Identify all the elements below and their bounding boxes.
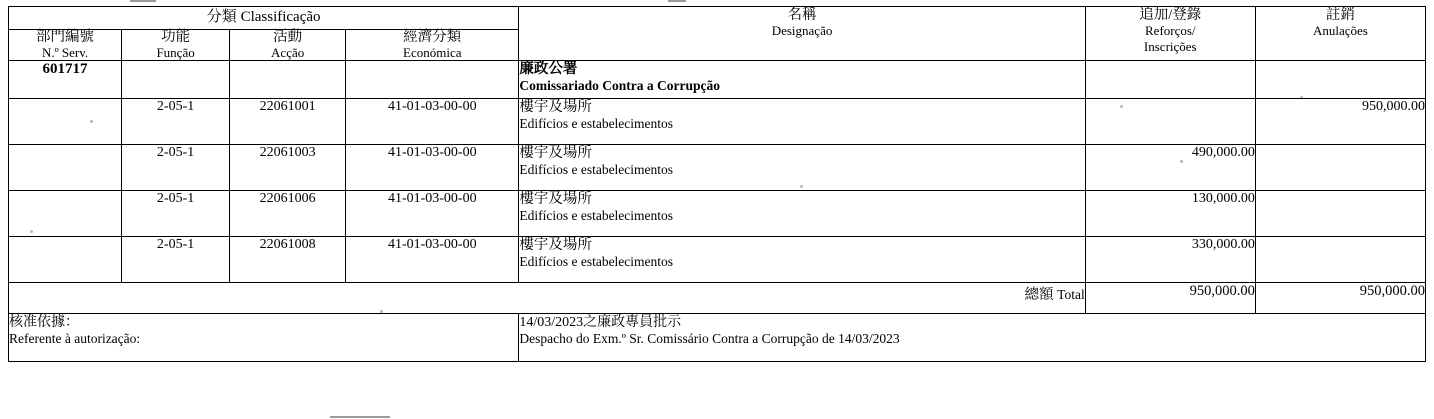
authorization-label-cn: 核准依據： [9, 315, 79, 330]
row-designation-cn: 樓宇及場所 [519, 191, 592, 207]
header-funcao [122, 30, 230, 61]
row-accao: 22061001 [230, 99, 346, 145]
header-economica-pt: Económica [403, 45, 462, 60]
entity-additions-empty [1085, 61, 1255, 99]
table-header-row-group [9, 7, 1426, 30]
total-label-cn: 總額 [1024, 287, 1054, 303]
header-cancellations-cn: 註銷 [1325, 7, 1355, 23]
scan-edge-mark-top-right [668, 0, 686, 2]
row-funcao: 2-05-1 [122, 99, 230, 145]
header-classification-pt: Classificação [240, 9, 321, 25]
header-accao [230, 30, 346, 61]
row-designation-pt: Edifícios e estabelecimentos [519, 162, 674, 177]
header-serv [9, 30, 122, 61]
row-additions: 130,000.00 [1085, 191, 1255, 237]
header-funcao-cn: 功能 [161, 29, 191, 45]
row-designation-pt: Edifícios e estabelecimentos [519, 254, 674, 269]
entity-funcao-empty [122, 61, 230, 99]
row-economica: 41-01-03-00-00 [346, 145, 519, 191]
header-serv-pt: N.º Serv. [41, 45, 89, 60]
row-designation [519, 191, 1085, 237]
row-cancellations: 950,000.00 [1255, 99, 1425, 145]
footer-row [9, 314, 1426, 362]
row-economica: 41-01-03-00-00 [346, 191, 519, 237]
row-funcao: 2-05-1 [122, 237, 230, 283]
row-economica: 41-01-03-00-00 [346, 99, 519, 145]
header-additions-pt1: Reforços/ [1145, 23, 1196, 38]
authorization-note [519, 314, 1426, 362]
row-accao: 22061006 [230, 191, 346, 237]
row-designation [519, 99, 1085, 145]
total-row [9, 283, 1426, 314]
row-serv [9, 99, 122, 145]
row-accao: 22061003 [230, 145, 346, 191]
entity-row [9, 61, 1426, 99]
scan-edge-mark-bottom [330, 416, 390, 418]
total-label [9, 283, 1086, 314]
total-cancellations: 950,000.00 [1255, 283, 1425, 314]
entity-economica-empty [346, 61, 519, 99]
authorization-note-pt: Despacho do Exm.º Sr. Comissário Contra a Corrupção de 14/03/2023 [519, 331, 900, 346]
row-designation [519, 145, 1085, 191]
row-designation-pt: Edifícios e estabelecimentos [519, 208, 674, 223]
row-economica: 41-01-03-00-00 [346, 237, 519, 283]
header-additions-pt2: Inscrições [1143, 39, 1197, 54]
row-designation [519, 237, 1085, 283]
header-accao-cn: 活動 [273, 29, 303, 45]
row-cancellations [1255, 191, 1425, 237]
header-economica-cn: 經濟分類 [403, 29, 462, 45]
row-serv [9, 145, 122, 191]
total-label-pt: Total [1057, 287, 1085, 302]
row-funcao: 2-05-1 [122, 191, 230, 237]
header-cancellations [1255, 7, 1425, 61]
entity-name-cn: 廉政公署 [519, 61, 578, 77]
budget-alteration-table [8, 6, 1426, 362]
total-additions: 950,000.00 [1085, 283, 1255, 314]
entity-name-pt: Comissariado Contra a Corrupção [519, 78, 720, 93]
table-row [9, 237, 1426, 283]
row-additions: 330,000.00 [1085, 237, 1255, 283]
row-cancellations [1255, 237, 1425, 283]
header-funcao-pt: Função [156, 45, 195, 60]
entity-serv: 601717 [9, 61, 122, 99]
row-serv [9, 191, 122, 237]
table-row [9, 145, 1426, 191]
row-additions [1085, 99, 1255, 145]
header-designation-cn: 名稱 [787, 7, 817, 23]
header-classification-cn: 分類 [206, 9, 237, 25]
entity-accao-empty [230, 61, 346, 99]
header-accao-pt: Acção [271, 45, 305, 60]
header-serv-cn: 部門編號 [36, 29, 95, 45]
row-funcao: 2-05-1 [122, 145, 230, 191]
header-cancellations-pt: Anulações [1312, 23, 1368, 38]
header-designation [519, 7, 1085, 61]
scan-edge-mark-top-left [130, 0, 156, 2]
header-designation-pt: Designação [771, 23, 833, 38]
header-additions-cn: 追加/登錄 [1139, 7, 1202, 23]
authorization-note-cn: 14/03/2023之廉政專員批示 [519, 315, 682, 330]
row-additions: 490,000.00 [1085, 145, 1255, 191]
header-economica [346, 30, 519, 61]
row-cancellations [1255, 145, 1425, 191]
authorization-label-pt: Referente à autorização: [9, 331, 141, 346]
header-classification-group [9, 7, 519, 30]
row-serv [9, 237, 122, 283]
row-designation-cn: 樓宇及場所 [519, 237, 592, 253]
entity-name [519, 61, 1085, 99]
authorization-label [9, 314, 519, 362]
row-accao: 22061008 [230, 237, 346, 283]
table-row [9, 99, 1426, 145]
row-designation-cn: 樓宇及場所 [519, 145, 592, 161]
table-row [9, 191, 1426, 237]
row-designation-cn: 樓宇及場所 [519, 99, 592, 115]
row-designation-pt: Edifícios e estabelecimentos [519, 116, 674, 131]
entity-cancellations-empty [1255, 61, 1425, 99]
header-additions [1085, 7, 1255, 61]
